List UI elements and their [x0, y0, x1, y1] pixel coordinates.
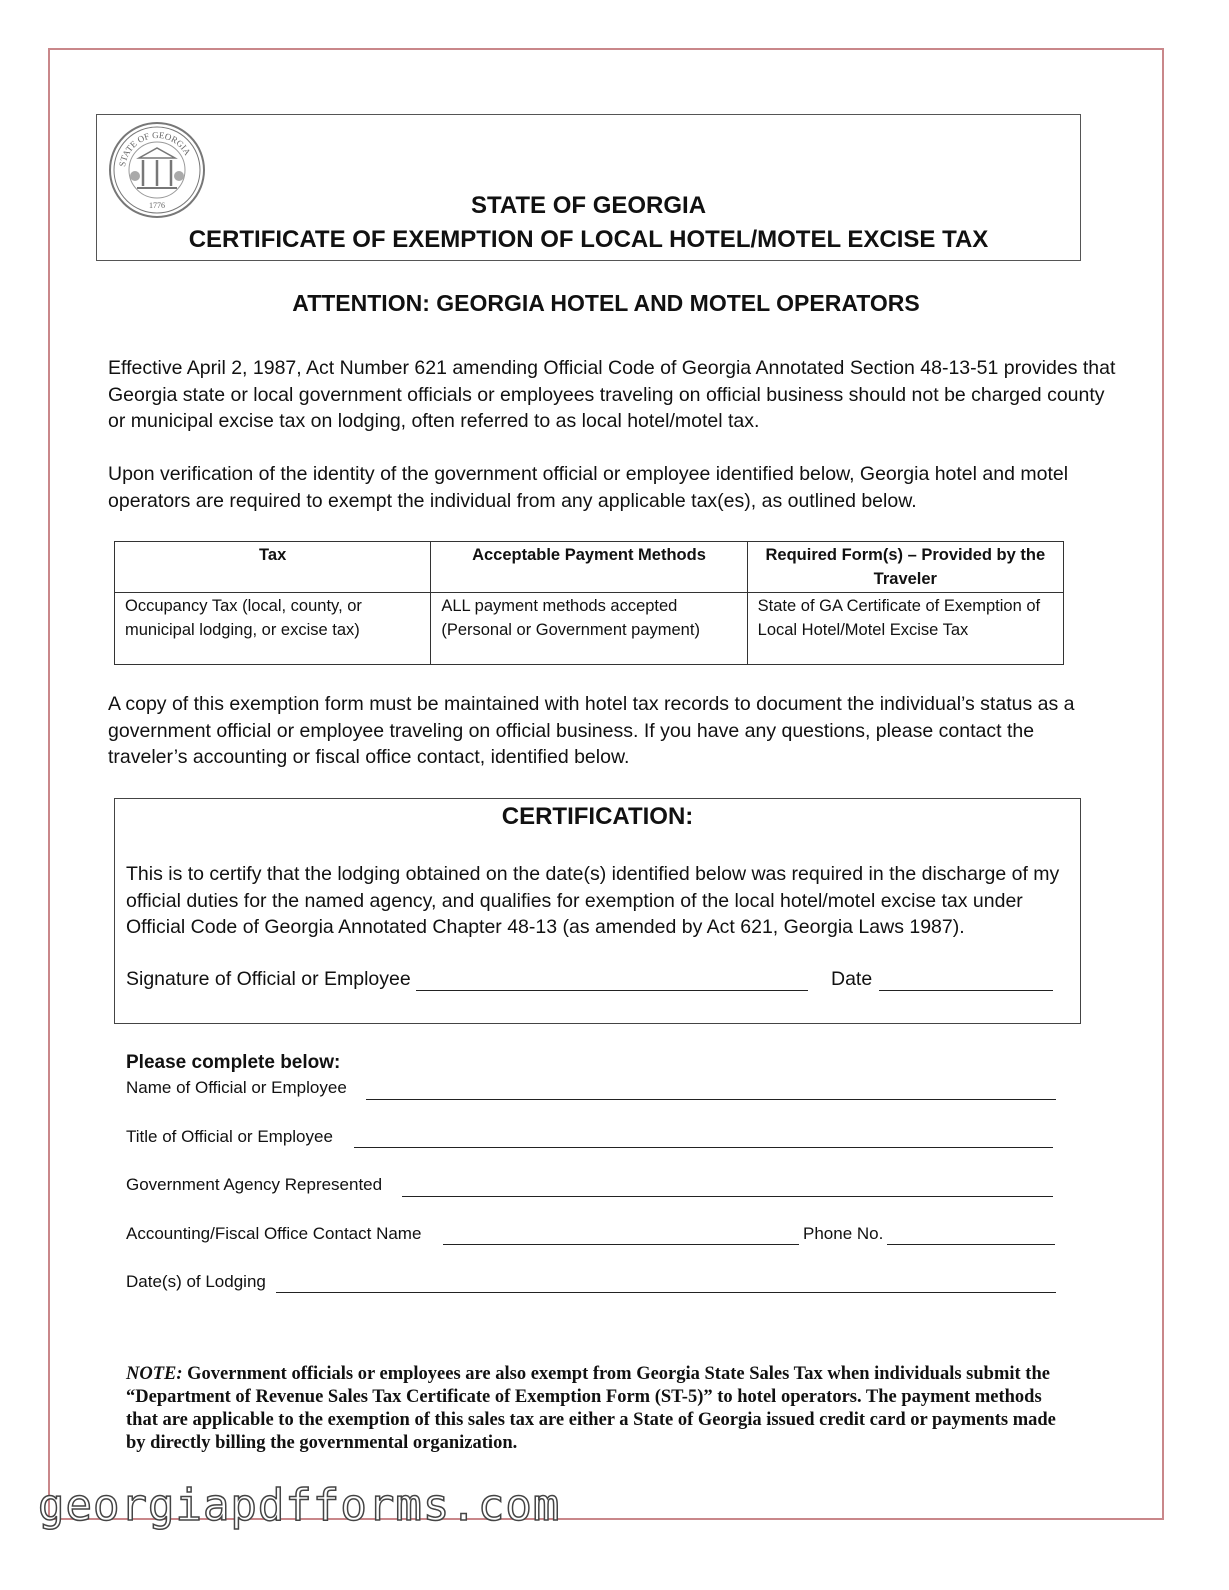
table-row [115, 593, 1064, 665]
title-field[interactable] [354, 1147, 1053, 1148]
signature-field[interactable] [416, 990, 808, 991]
intro-paragraph: Effective April 2, 1987, Act Number 621 amending Official Code of Georgia Annotated Section 48-13-51 provides that Georgia state or local government officials or employees traveling on official business should not be charged county or municipal excise tax on lodging, often referred to as local hotel/motel tax. [108, 357, 1116, 432]
table-cell-payment-methods: ALL payment methods accepted (Personal or Government payment) [431, 593, 747, 665]
title-label: Title of Official or Employee [126, 1127, 333, 1146]
form-title-state: STATE OF GEORGIA [470, 192, 707, 219]
agency-label: Government Agency Represented [126, 1175, 383, 1194]
note-text: Government officials or employees are also exempt from Georgia State Sales Tax when individuals submit the “Department of Revenue Sales Tax Certificate of Exemption Form (ST-5)” to hotel operators. The payment methods that are applicable to the exemption of this sales tax are either a State of Georgia issued credit card or payments made by directly billing the governmental organization. [126, 1364, 1056, 1453]
watermark: georgiapdfforms.com [38, 1480, 561, 1531]
table-header-row [115, 542, 1064, 593]
lodging-dates-field[interactable] [276, 1292, 1056, 1293]
agency-field[interactable] [402, 1196, 1053, 1197]
svg-text:1776: 1776 [149, 201, 165, 210]
sales-tax-note [126, 1363, 1076, 1455]
date-label: Date [831, 968, 873, 990]
certification-text: This is to certify that the lodging obtained on the date(s) identified below was required in the discharge of my official duties for the named agency, and qualifies for exemption of the local hotel/motel excise tax under Official Code of Georgia Annotated Chapter 48-13 (as amended by Act 621, Georgia Laws 1987). [126, 863, 1060, 938]
phone-field[interactable] [887, 1244, 1055, 1245]
column-header-payment-methods: Acceptable Payment Methods [431, 542, 747, 593]
name-label: Name of Official or Employee [126, 1078, 347, 1097]
lodging-dates-label: Date(s) of Lodging [126, 1272, 266, 1291]
note-lead: NOTE: [126, 1364, 183, 1384]
tax-exemption-table [114, 541, 1064, 665]
table-cell-required-forms: State of GA Certificate of Exemption of Local Hotel/Motel Excise Tax [747, 593, 1063, 665]
column-header-required-forms: Required Form(s) – Provided by the Traveler [747, 542, 1063, 593]
contact-name-label: Accounting/Fiscal Office Contact Name [126, 1224, 422, 1243]
contact-name-field[interactable] [443, 1244, 799, 1245]
column-header-tax: Tax [115, 542, 431, 593]
verification-paragraph: Upon verification of the identity of the government official or employee identified below, Georgia hotel and motel operators are required to exempt the individual from any applicable tax(es), as outlined below. [108, 463, 1069, 512]
name-field[interactable] [366, 1099, 1056, 1100]
records-paragraph: A copy of this exemption form must be maintained with hotel tax records to document the individual’s status as a government official or employee traveling on official business. If you have any questions, please contact the traveler’s accounting or fiscal office contact, identified below. [108, 693, 1075, 768]
table-cell-tax: Occupancy Tax (local, county, or municipal lodging, or excise tax) [115, 593, 431, 665]
svg-text:STATE OF GEORGIA: STATE OF GEORGIA [117, 129, 193, 168]
complete-below-heading: Please complete below: [126, 1052, 341, 1073]
signature-label: Signature of Official or Employee [126, 968, 411, 990]
page-border [48, 48, 1164, 1520]
form-title-certificate: CERTIFICATE OF EXEMPTION OF LOCAL HOTEL/MOTEL EXCISE TAX [188, 226, 989, 253]
attention-heading: ATTENTION: GEORGIA HOTEL AND MOTEL OPERATORS [292, 290, 920, 316]
phone-label: Phone No. [803, 1224, 884, 1243]
certification-title: CERTIFICATION: [501, 803, 694, 830]
date-field[interactable] [879, 990, 1053, 991]
